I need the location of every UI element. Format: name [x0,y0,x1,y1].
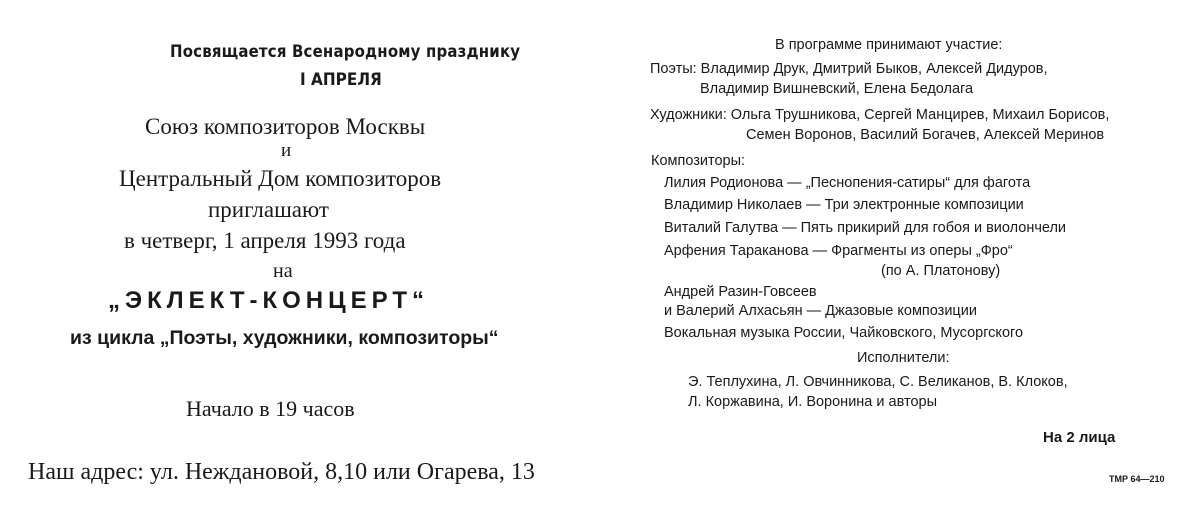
artists-line-1: Художники: Ольга Трушникова, Сергей Манцирев, Михаил Борисов, [650,107,1110,123]
composer-item: Лилия Родионова — „Песнопения-сатиры“ для фагота [664,175,1031,191]
performers-heading: Исполнители: [857,350,950,366]
performers-line-2: Л. Коржавина, И. Воронина и авторы [688,394,937,410]
poets-line-2: Владимир Вишневский, Елена Бедолага [700,81,974,97]
concert-title: „ЭКЛЕКТ-КОНЦЕРТ“ [108,287,430,314]
composer-item: и Валерий Алхасьян — Джазовые композиции [664,303,977,319]
composer-item: Вокальная музыка России, Чайковского, Мусоргского [664,325,1024,341]
artists-line-2: Семен Воронов, Василий Богачев, Алексей Меринов [746,127,1105,143]
organizer-2: Центральный Дом композиторов [119,166,442,191]
invite-verb: приглашают [208,197,329,222]
composer-item: Арфения Тараканова — Фрагменты из оперы „Фро“ [664,243,1013,259]
print-code: ТМР 64—210 [1109,474,1165,484]
event-date: в четверг, 1 апреля 1993 года [124,228,406,253]
poets-line-1: Поэты: Владимир Друк, Дмитрий Быков, Алексей Дидуров, [650,61,1048,77]
preposition-on: на [273,260,293,282]
dedication-line-2: I АПРЕЛЯ [300,70,382,90]
dedication-line-1: Посвящается Всенародному празднику [170,42,521,62]
organizer-conjunction: и [281,140,292,161]
composer-item: Андрей Разин-Говсеев [664,284,817,300]
program-right-panel [600,0,1200,513]
composers-heading: Композиторы: [651,153,746,169]
program-heading: В программе принимают участие: [775,37,1003,53]
composer-item: Виталий Галутва — Пять прикирий для гобоя и виолончели [664,220,1067,236]
organizer-1: Союз композиторов Москвы [145,114,426,139]
performers-line-1: Э. Теплухина, Л. Овчинникова, С. Великанов, В. Клоков, [688,374,1068,390]
composer-item-note: (по А. Платонову) [881,263,1001,279]
concert-cycle: из цикла „Поэты, художники, композиторы“ [70,327,499,349]
start-time: Начало в 19 часов [186,396,355,421]
composer-item: Владимир Николаев — Три электронные композиции [664,197,1024,213]
admission-note: На 2 лица [1043,429,1116,446]
venue-address: Наш адрес: ул. Неждановой, 8,10 или Огарева, 13 [28,459,535,485]
